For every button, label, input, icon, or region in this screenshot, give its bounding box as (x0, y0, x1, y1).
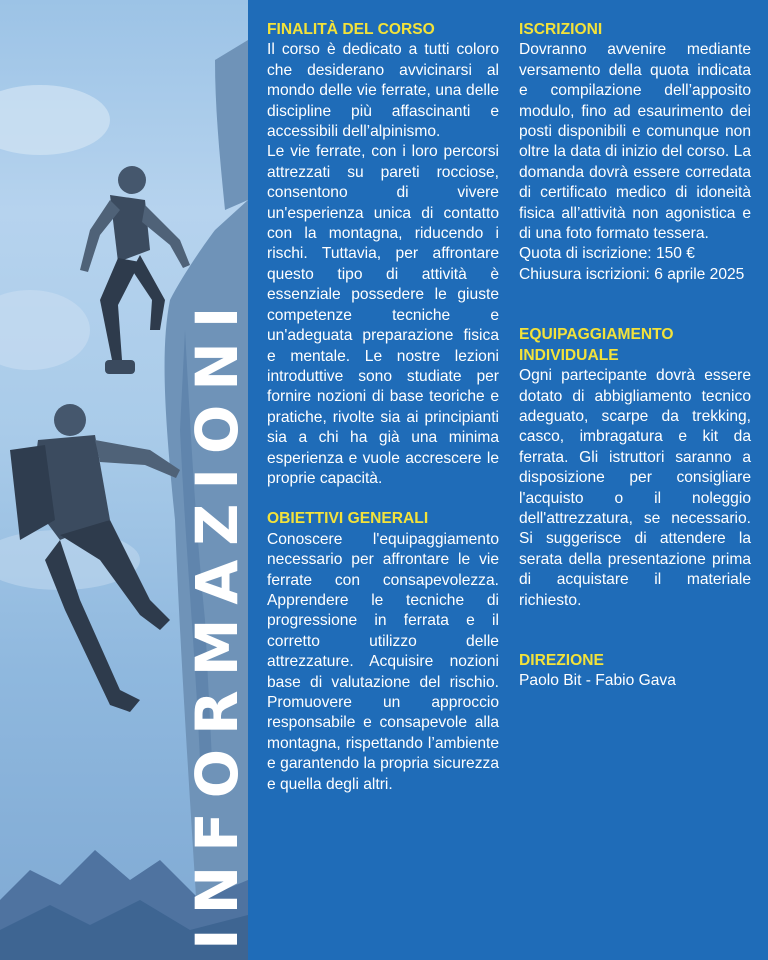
equipaggiamento-heading-line2: INDIVIDUALE (519, 346, 619, 364)
chiusura-text: Chiusura iscrizioni: 6 aprile 2025 (519, 265, 745, 283)
direzione-heading: DIREZIONE (519, 651, 604, 669)
spacer (519, 285, 751, 325)
spacer (267, 489, 499, 509)
obiettivi-heading: OBIETTIVI GENERALI (267, 510, 429, 528)
quota-text: Quota di iscrizione: 150 € (519, 245, 695, 263)
finalita-heading: FINALITÀ DEL CORSO (267, 21, 435, 38)
finalita-paragraph-2: Le vie ferrate, con i loro percorsi attrezzati su pareti rocciose, consentono di vivere un'esperienza unica di contatto con la montagna, riducendo i rischi. Tuttavia, per affrontare questo tipo di attività è essenziale possedere le giuste competenze tecniche e un'adeguata preparazione fisica e mentale. Le nostre lezioni introduttive sono studiate per fornire nozioni di base teoriche e pratiche, rivolte sia ai principianti sia a chi ha già una minima esperienza e vuole accrescere le proprie capacità. (267, 143, 499, 487)
finalita-paragraph-1: Il corso è dedicato a tutti coloro che desiderano avvicinarsi al mondo delle vie ferrate, una delle discipline più affascinanti e accessibili dell’alpinismo. (267, 41, 499, 141)
equipaggiamento-heading-line1: EQUIPAGGIAMENTO (519, 326, 674, 344)
iscrizioni-heading: ISCRIZIONI (519, 21, 603, 38)
iscrizioni-paragraph: Dovranno avvenire mediante versamento della quota indicata e compilazione dell’apposito modulo, fino ad esaurimento dei posti disponibili e comunque non oltre la data di inizio del corso. La domanda dovrà essere corredata di certificato medico di idoneità fisica all’attività non agonistica e di una foto formato tessera. (519, 41, 751, 243)
vertical-title: INFORMAZIONI (183, 292, 251, 950)
direzione-names: Paolo Bit - Fabio Gava (519, 672, 676, 690)
obiettivi-paragraph: Conoscere l'equipaggiamento necessario per affrontare le vie ferrate con consapevolezza. Apprendere le tecniche di progressione in ferrata e il corretto utilizzo delle attrezzature. Acquisire nozioni base di valutazione del rischio. Promuovere un approccio responsabile e consapevole alla montagna, rispettando l’ambiente e garantendo la propria sicurezza e quella degli altri. (267, 530, 499, 793)
right-column (519, 20, 751, 692)
equipaggiamento-paragraph: Ogni partecipante dovrà essere dotato di abbigliamento tecnico adeguato, scarpe da trekking, casco, imbragatura e kit da ferrata. Gli istruttori saranno a disposizione per consigliare l'acquisto o il noleggio dell'attrezzatura, se necessario. Si suggerisce di attendere la serata della presentazione prima di acquistare il materiale richiesto. (519, 367, 751, 609)
spacer (519, 611, 751, 651)
left-column (267, 20, 499, 795)
